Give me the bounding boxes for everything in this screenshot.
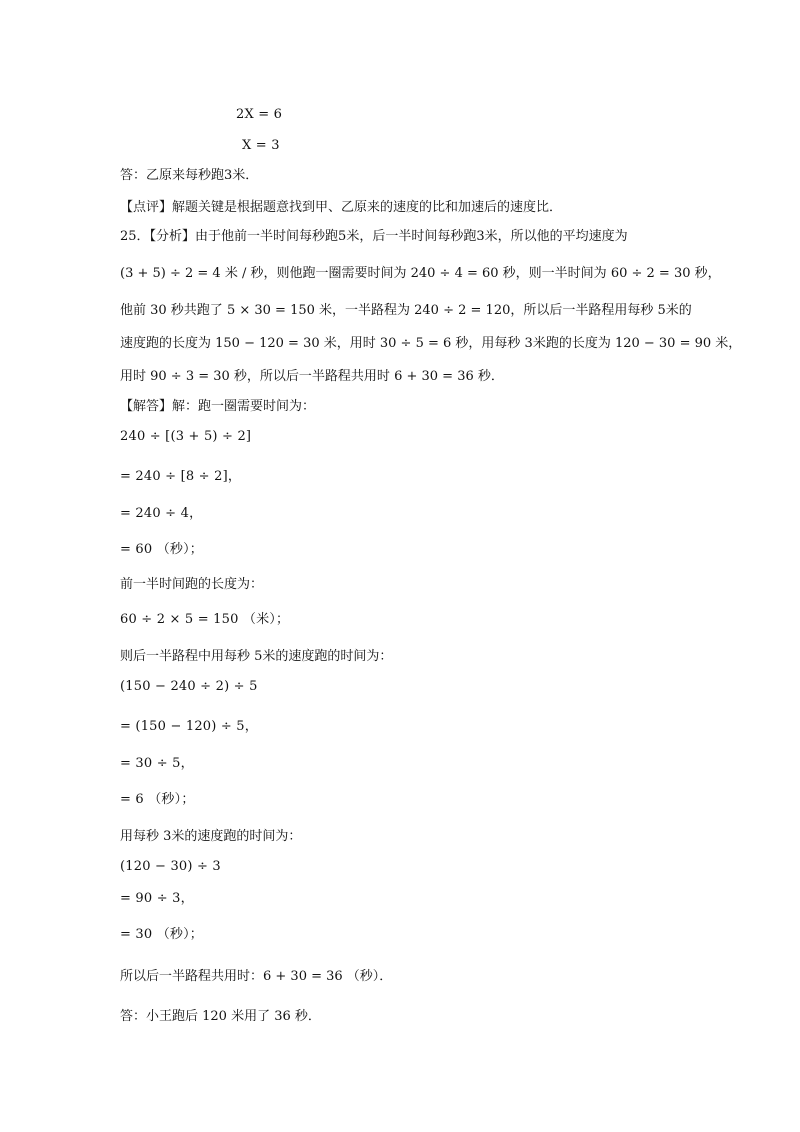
final-answer: 答：小王跑后 120 米用了 36 秒．: [120, 1009, 321, 1024]
back-half-5m-step-2: = (150 − 120) ÷ 5，: [120, 719, 258, 734]
solution-intro: 【解答】解：跑一圈需要时间为：: [120, 399, 316, 414]
previous-comment: 【点评】解题关键是根据题意找到甲、乙原来的速度的比和加速后的速度比．: [120, 200, 563, 215]
analysis-line-2: (3 + 5) ÷ 2 = 4 米 / 秒，则他跑一圈需要时间为 240 ÷ 4 = 60 秒，则一半时间为 60 ÷ 2 = 30 秒，: [120, 266, 721, 281]
solution-step-3: = 240 ÷ 4，: [120, 506, 203, 521]
front-half-calc: 60 ÷ 2 × 5 = 150 （米）；: [120, 612, 290, 627]
solution-step-1: 240 ÷ [(3 + 5) ÷ 2]: [120, 429, 252, 444]
back-half-5m-step-4: = 6 （秒）；: [120, 792, 195, 807]
back-half-3m-step-3: = 30 （秒）；: [120, 927, 203, 942]
solution-step-2: = 240 ÷ [8 ÷ 2]，: [120, 469, 242, 484]
equation-x-equals-3: X = 3: [242, 138, 280, 153]
equation-2x-equals-6: 2X = 6: [236, 107, 283, 122]
analysis-line-4: 速度跑的长度为 150 − 120 = 30 米，用时 30 ÷ 5 = 6 秒，用每秒 3米跑的长度为 120 − 30 = 90 米，: [120, 336, 742, 351]
total-time: 所以后一半路程共用时：6 + 30 = 36 （秒）．: [120, 969, 393, 984]
back-half-3m-step-2: = 90 ÷ 3，: [120, 891, 194, 906]
analysis-line-1: 25．【分析】由于他前一半时间每秒跑5米，后一半时间每秒跑3米，所以他的平均速度为: [120, 229, 628, 244]
back-half-5m-label: 则后一半路程中用每秒 5米的速度跑的时间为：: [120, 649, 393, 664]
analysis-line-3: 他前 30 秒共跑了 5 × 30 = 150 米，一半路程为 240 ÷ 2 = 120，所以后一半路程用每秒 5米的: [120, 303, 692, 318]
back-half-3m-label: 用每秒 3米的速度跑的时间为：: [120, 829, 302, 844]
back-half-3m-step-1: (120 − 30) ÷ 3: [120, 859, 221, 874]
analysis-line-5: 用时 90 ÷ 3 = 30 秒，所以后一半路程共用时 6 + 30 = 36 秒．: [120, 369, 504, 384]
back-half-5m-step-1: (150 − 240 ÷ 2) ÷ 5: [120, 679, 258, 694]
solution-step-4: = 60 （秒）；: [120, 542, 203, 557]
previous-answer: 答：乙原来每秒跑3米．: [120, 168, 259, 183]
back-half-5m-step-3: = 30 ÷ 5，: [120, 756, 194, 771]
front-half-label: 前一半时间跑的长度为：: [120, 577, 264, 592]
